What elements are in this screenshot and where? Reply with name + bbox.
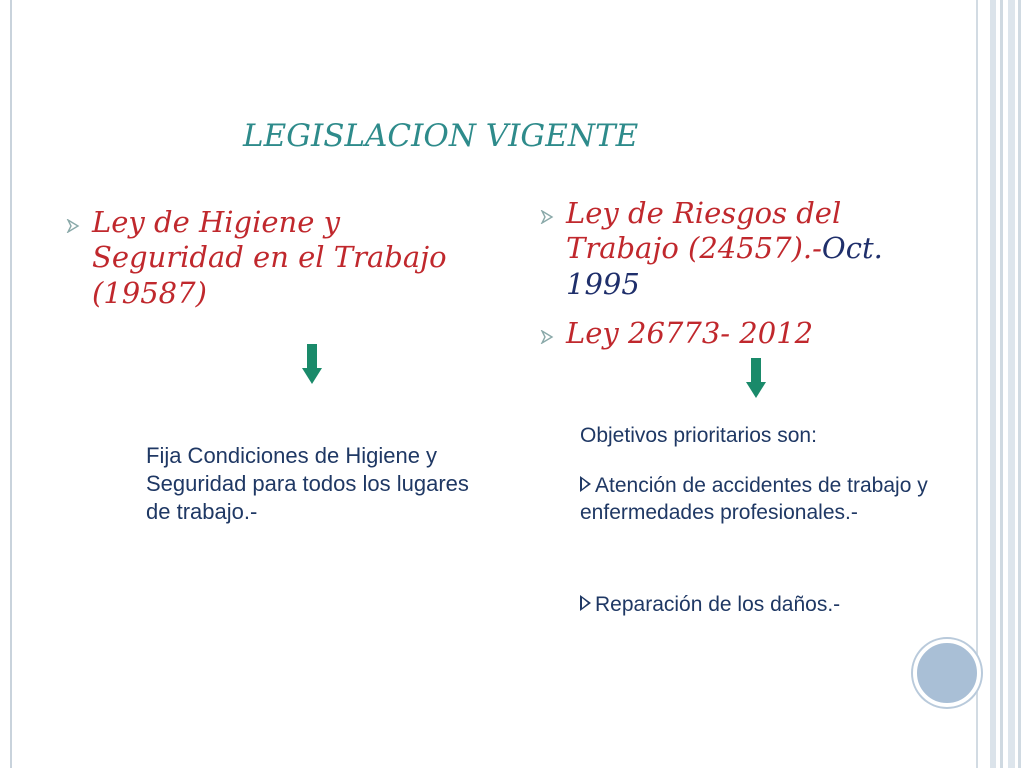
bullet-arrow-icon (540, 210, 554, 224)
bullet-arrow-icon (540, 330, 554, 344)
list-item (66, 205, 496, 311)
list-item (540, 316, 930, 351)
right-law-list (540, 196, 930, 366)
bullet-arrow-icon (66, 219, 80, 233)
objective-item (580, 472, 930, 527)
objective-item (580, 591, 930, 618)
decorative-circle (913, 639, 981, 707)
frame-line-right (990, 0, 996, 768)
down-arrow-icon (746, 358, 766, 400)
law-text: Ley de Riesgos del Trabajo (24557).- (566, 196, 842, 266)
law-text: Ley de Higiene y Seguridad en el Trabajo (19587) (92, 205, 447, 310)
objective-arrow-icon (580, 595, 591, 611)
law-text: Ley 26773- 2012 (566, 316, 814, 351)
objective-text: Atención de accidentes de trabajo y enfermedades profesionales.- (580, 474, 928, 525)
law-year: 1995 (566, 266, 640, 301)
law-date: Oct. (821, 231, 883, 266)
frame-line-left (10, 0, 12, 768)
frame-line-right (1008, 0, 1015, 768)
frame-line-right (976, 0, 978, 768)
frame-line-right (1018, 0, 1021, 768)
objectives-heading: Objetivos prioritarios son: (580, 424, 817, 447)
left-law-list (66, 205, 496, 311)
objective-text: Reparación de los daños.- (595, 593, 841, 616)
objective-arrow-icon (580, 476, 591, 492)
slide-title: LEGISLACION VIGENTE (243, 118, 639, 154)
down-arrow-icon (302, 344, 322, 386)
frame-line-right (1000, 0, 1003, 768)
list-item (540, 196, 930, 302)
left-description: Fija Condiciones de Higiene y Seguridad para todos los lugares de trabajo.- (146, 443, 469, 525)
